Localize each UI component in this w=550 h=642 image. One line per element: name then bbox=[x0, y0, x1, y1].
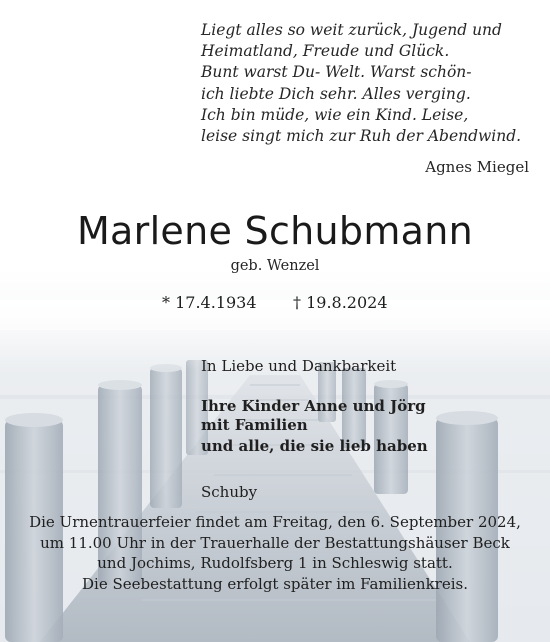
funeral-notice bbox=[0, 512, 550, 594]
poem-line: Heimatland, Freude und Glück. bbox=[201, 42, 450, 61]
notice-line: und Jochims, Rudolfsberg 1 in Schleswig statt. bbox=[97, 554, 453, 573]
mourners-place: Schuby bbox=[201, 483, 258, 501]
notice-line: Die Seebestattung erfolgt später im Familienkreis. bbox=[82, 574, 468, 593]
poem bbox=[201, 20, 541, 147]
poem-line: Ich bin müde, wie ein Kind. Leise, bbox=[201, 105, 469, 124]
poem-line: Bunt warst Du- Welt. Warst schön- bbox=[201, 63, 472, 82]
maiden-name: geb. Wenzel bbox=[230, 258, 320, 274]
notice-line: Die Urnentrauerfeier findet am Freitag, den 6. September 2024, bbox=[29, 513, 521, 531]
family-line: mit Familien bbox=[201, 416, 308, 434]
death-date: † 19.8.2024 bbox=[293, 293, 388, 312]
poem-line: ich liebte Dich sehr. Alles verging. bbox=[201, 84, 471, 103]
poem-line: Liegt alles so weit zurück, Jugend und bbox=[201, 21, 502, 39]
family-line: Ihre Kinder Anne und Jörg bbox=[201, 397, 426, 415]
mourners-intro: In Liebe und Dankbarkeit bbox=[201, 357, 397, 375]
notice-line: um 11.00 Uhr in der Trauerhalle der Bestattungshäuser Beck bbox=[40, 533, 510, 552]
family-line: und alle, die sie lieb haben bbox=[201, 437, 428, 455]
birth-date: * 17.4.1934 bbox=[162, 293, 257, 312]
poem-line: leise singt mich zur Ruh der Abendwind. bbox=[201, 127, 522, 146]
deceased-name: Marlene Schubmann bbox=[76, 209, 474, 253]
poem-author: Agnes Miegel bbox=[425, 158, 529, 176]
